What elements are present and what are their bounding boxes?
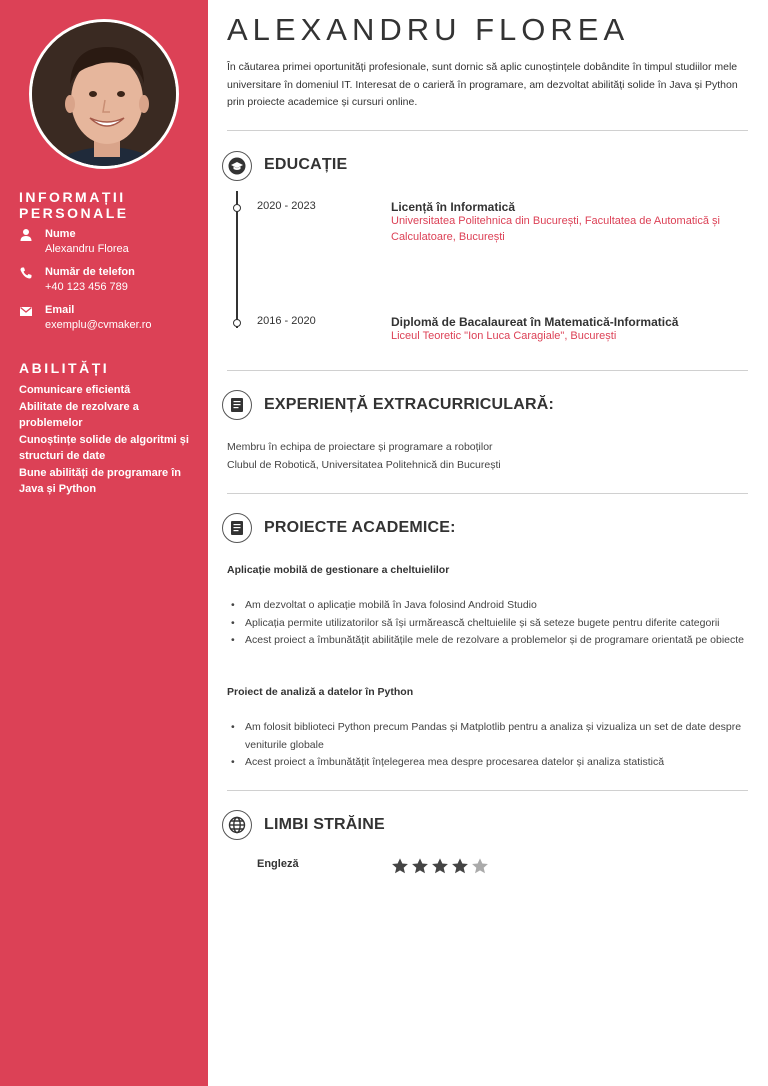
candidate-name: ALEXANDRU FLOREA xyxy=(227,12,630,47)
education-school: Universitatea Politehnica din București, Facultatea de Automatică și Calculatoare, București xyxy=(391,215,720,243)
divider xyxy=(227,493,748,494)
project-bullet: • Am dezvoltat o aplicație mobilă în Java folosind Android Studio xyxy=(245,597,745,615)
contact-value: Alexandru Florea xyxy=(45,243,129,255)
extracurricular-title: EXPERIENȚĂ EXTRACURRICULARĂ: xyxy=(264,396,555,413)
list-icon xyxy=(222,513,252,543)
personal-info-title: INFORMAȚII PERSONALE xyxy=(19,189,129,221)
globe-icon xyxy=(222,810,252,840)
contact-value: +40 123 456 789 xyxy=(45,281,128,293)
star-empty-icon xyxy=(471,857,489,875)
contact-value[interactable]: exemplu@cvmaker.ro xyxy=(45,319,152,331)
email-icon xyxy=(19,304,33,318)
skill-item: Comunicare eficientă xyxy=(19,384,131,396)
person-icon xyxy=(19,228,33,242)
skills-list xyxy=(19,382,194,498)
sidebar xyxy=(0,0,208,1086)
skill-item: Cunoștințe solide de algoritmi și structuri de date xyxy=(19,433,189,462)
language-name: Engleză xyxy=(257,858,299,870)
language-rating xyxy=(391,857,489,875)
graduation-cap-icon xyxy=(222,151,252,181)
extracurricular-line: Clubul de Robotică, Universitatea Politehnică din București xyxy=(227,458,501,471)
contact-label: Email xyxy=(45,304,75,316)
extracurricular-line: Membru în echipa de proiectare și programare a roboților xyxy=(227,441,493,453)
star-filled-icon xyxy=(391,857,409,875)
skill-item: Bune abilități de programare în Java și Python xyxy=(19,466,181,495)
divider xyxy=(227,130,748,131)
phone-icon xyxy=(19,266,33,280)
timeline-dot xyxy=(233,319,241,327)
project-bullet: • Acest proiect a îmbunătățit înțelegerea mea despre procesarea datelor și analiza statistică xyxy=(245,754,745,772)
list-icon xyxy=(222,390,252,420)
project-bullets xyxy=(245,719,745,772)
project-bullet: • Am folosit biblioteci Python precum Pandas și Matplotlib pentru a analiza și vizualiza un set de date despre veniturile globale xyxy=(245,719,745,754)
education-title: EDUCAȚIE xyxy=(264,156,348,173)
project-name: Aplicație mobilă de gestionare a cheltuielilor xyxy=(227,564,450,576)
skills-title: ABILITĂȚI xyxy=(19,360,110,376)
profile-photo xyxy=(29,19,179,169)
education-degree: Licență în Informatică xyxy=(391,200,516,214)
profile-summary: În căutarea primei oportunități profesionale, sunt dornic să aplic cunoștințele dobândite în timpul studiilor mele universitare în domeniul IT. Interesat de o carieră în programare, am dezvoltat abilități solide în Java și Python prin proiecte academice și cursuri online. xyxy=(227,61,738,108)
languages-title: LIMBI STRĂINE xyxy=(264,816,385,833)
star-filled-icon xyxy=(411,857,429,875)
project-bullet: • Acest proiect a îmbunătățit abilitățile mele de rezolvare a problemelor și de programare orientată pe obiecte xyxy=(245,632,745,650)
education-date: 2020 - 2023 xyxy=(257,200,316,212)
project-bullet: • Aplicația permite utilizatorilor să își urmărească cheltuielile și să seteze bugete pentru diferite categorii xyxy=(245,615,745,633)
star-filled-icon xyxy=(431,857,449,875)
project-name: Proiect de analiză a datelor în Python xyxy=(227,686,414,698)
timeline-dot xyxy=(233,204,241,212)
education-school: Liceul Teoretic "Ion Luca Caragiale", București xyxy=(391,330,617,342)
projects-title: PROIECTE ACADEMICE: xyxy=(264,519,456,536)
divider xyxy=(227,790,748,791)
education-date: 2016 - 2020 xyxy=(257,315,316,327)
star-filled-icon xyxy=(451,857,469,875)
divider xyxy=(227,370,748,371)
skill-item: Abilitate de rezolvare a problemelor xyxy=(19,400,139,429)
project-bullets xyxy=(245,597,745,650)
contact-label: Număr de telefon xyxy=(45,266,135,278)
avatar xyxy=(32,22,179,169)
extracurricular-description xyxy=(227,439,747,474)
education-degree: Diplomă de Bacalaureat în Matematică-Informatică xyxy=(391,315,679,329)
contact-label: Nume xyxy=(45,228,76,240)
